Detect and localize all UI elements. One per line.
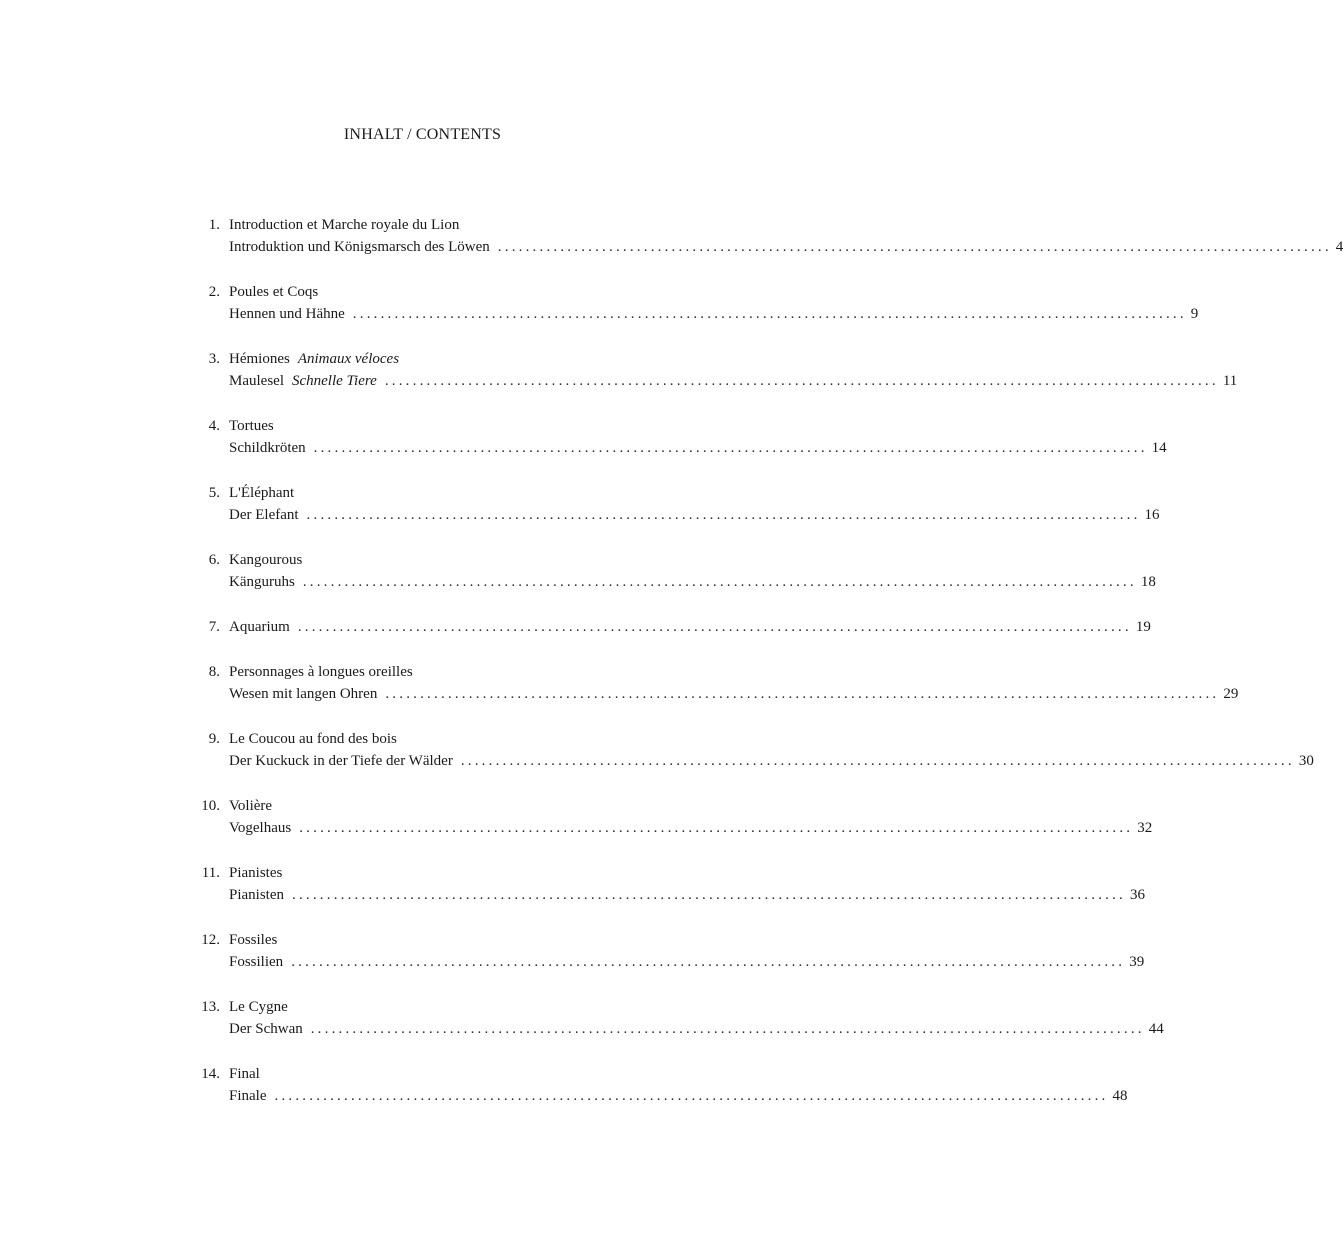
entry-title-de: Fossilien [229, 954, 284, 970]
entry-title-de: Der Elefant [229, 507, 299, 523]
toc-entry-5[interactable] [190, 482, 1160, 526]
toc-entry-8[interactable] [190, 661, 1239, 705]
entry-title-fr: Fossiles [229, 932, 278, 948]
entry-title-de: Vogelhaus [229, 820, 292, 836]
entry-title-de: Pianisten [229, 887, 284, 903]
entry-title-de: Introduktion und Königsmarsch des Löwen [229, 239, 490, 255]
entry-page: 32 [1137, 820, 1153, 836]
entry-title-fr: Le Cygne [229, 999, 288, 1015]
dot-leader: ........................................................................................................................ [306, 507, 1141, 523]
entry-title-fr: Tortues [229, 418, 274, 434]
entry-title-de: Schildkröten [229, 440, 306, 456]
toc-entry-3[interactable] [190, 348, 1238, 392]
entry-number: 6. [208, 552, 220, 568]
entry-title-de: Aquarium [229, 619, 290, 635]
dot-leader: ........................................................................................................................ [297, 619, 1132, 635]
entry-number: 12. [201, 932, 220, 948]
dot-leader: ........................................................................................................................ [274, 1088, 1109, 1104]
entry-title-fr: Volière [229, 798, 273, 814]
entry-page: 16 [1144, 507, 1160, 523]
entry-page: 11 [1222, 373, 1238, 389]
entry-title-fr: Hémiones [229, 351, 290, 367]
entry-title-de: Der Schwan [229, 1021, 303, 1037]
entry-subtitle-fr: Animaux véloces [297, 351, 400, 367]
dot-leader: ........................................................................................................................ [291, 954, 1126, 970]
entry-page: 4 [1335, 239, 1343, 255]
dot-leader: ........................................................................................................................ [292, 887, 1126, 903]
entry-page: 39 [1129, 954, 1145, 970]
entry-title-fr: L'Éléphant [229, 485, 295, 501]
toc-entry-6[interactable] [190, 549, 1156, 593]
entry-title-fr: Pianistes [229, 865, 283, 881]
entry-title-de: Hennen und Hähne [229, 306, 345, 322]
entry-page: 18 [1140, 574, 1156, 590]
entry-title-fr: Introduction et Marche royale du Lion [229, 217, 460, 233]
entry-page: 36 [1130, 887, 1145, 903]
entry-page: 30 [1298, 753, 1314, 769]
toc-entry-1[interactable] [190, 214, 1343, 258]
entry-title-de: Der Kuckuck in der Tiefe der Wälder [229, 753, 453, 769]
dot-leader: ........................................................................................................................ [302, 574, 1137, 590]
toc-entry-10[interactable] [190, 795, 1153, 839]
dot-leader: ........................................................................................................................ [352, 306, 1187, 322]
entry-page: 14 [1151, 440, 1167, 456]
entry-title-fr: Poules et Coqs [229, 284, 319, 300]
entry-number: 8. [208, 664, 220, 680]
entry-subtitle-de: Schnelle Tiere [291, 373, 377, 389]
entry-title-de: Wesen mit langen Ohren [229, 686, 378, 702]
entry-title-de: Maulesel [229, 373, 284, 389]
entry-number: 1. [208, 217, 220, 233]
toc-entry-9[interactable] [190, 728, 1314, 772]
entry-title-fr: Kangourous [229, 552, 303, 568]
entry-title-de: Känguruhs [229, 574, 295, 590]
entry-page: 44 [1148, 1021, 1164, 1037]
toc-entry-12[interactable] [190, 929, 1145, 973]
entry-page: 9 [1190, 306, 1199, 322]
entry-title-fr: Final [229, 1066, 260, 1082]
entry-number: 11. [201, 865, 220, 881]
dot-leader: ........................................................................................................................ [460, 753, 1295, 769]
entry-number: 14. [201, 1066, 220, 1082]
entry-number: 10. [201, 798, 220, 814]
entry-number: 13. [201, 999, 220, 1015]
page-title: INHALT / CONTENTS [343, 126, 502, 143]
entry-number: 3. [208, 351, 220, 367]
entry-title-de: Finale [229, 1088, 267, 1104]
dot-leader: ........................................................................................................................ [385, 686, 1220, 702]
toc-entry-7[interactable] [190, 616, 1151, 638]
toc-entry-14[interactable] [190, 1063, 1128, 1107]
entry-title-fr: Le Coucou au fond des bois [229, 731, 397, 747]
dot-leader: ........................................................................................................................ [384, 373, 1219, 389]
entry-number: 4. [208, 418, 220, 434]
toc-entry-11[interactable] [190, 862, 1145, 906]
toc-entry-2[interactable] [190, 281, 1199, 325]
entry-number: 5. [208, 485, 220, 501]
dot-leader: ........................................................................................................................ [299, 820, 1134, 836]
dot-leader: ........................................................................................................................ [497, 239, 1332, 255]
entry-number: 7. [208, 619, 220, 635]
entry-number: 9. [208, 731, 220, 747]
entry-title-fr: Personnages à longues oreilles [229, 664, 413, 680]
entry-page: 19 [1135, 619, 1151, 635]
dot-leader: ........................................................................................................................ [313, 440, 1148, 456]
dot-leader: ........................................................................................................................ [310, 1021, 1145, 1037]
toc-entry-4[interactable] [190, 415, 1167, 459]
entry-number: 2. [208, 284, 220, 300]
toc-entry-13[interactable] [190, 996, 1164, 1040]
entry-page: 29 [1223, 686, 1239, 702]
entry-page: 48 [1112, 1088, 1128, 1104]
